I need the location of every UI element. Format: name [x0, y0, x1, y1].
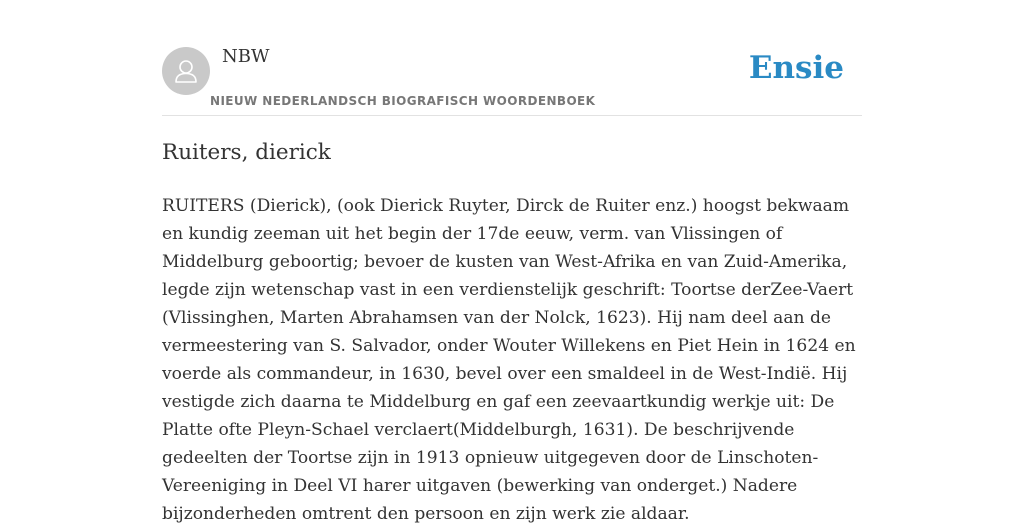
source-header: [162, 0, 862, 116]
user-icon: [172, 57, 200, 85]
source-full-name: NIEUW NEDERLANDSCH BIOGRAFISCH WOORDENBOEK: [210, 94, 596, 108]
ensie-logo[interactable]: Ensie: [748, 50, 844, 86]
source-name[interactable]: NBW: [222, 46, 270, 67]
article-title: Ruiters, dierick: [162, 140, 331, 165]
article-body: RUITERS (Dierick), (ook Dierick Ruyter, Dirck de Ruiter enz.) hoogst bekwaam en kundig zeeman uit het begin der 17de eeuw, verm. van Vlissingen of Middelburg geboortig; bevoer de kusten van West-Afrika en van Zuid-Amerika, legde zijn wetenschap vast in een verdienstelijk geschrift: Toortse derZee-Vaert (Vlissinghen, Marten Abrahamsen van der Nolck, 1623). Hij nam deel aan de vermeestering van S. Salvador, onder Wouter Willekens en Piet Hein in 1624 en voerde als commandeur, in 1630, bevel over een smaldeel in de West-Indië. Hij vestigde zich daarna te Middelburg en gaf een zeevaartkundig werkje uit: De Platte ofte Pleyn-Schael verclaert(Middelburgh, 1631). De beschrijvende gedeelten der Toortse zijn in 1913 opnieuw uitgegeven door de Linschoten-Vereeniging in Deel VI harer uitgaven (bewerking van onderget.) Nadere bijzonderheden omtrent den persoon en zijn werk zie aldaar.: [162, 196, 856, 524]
avatar[interactable]: [162, 47, 210, 95]
